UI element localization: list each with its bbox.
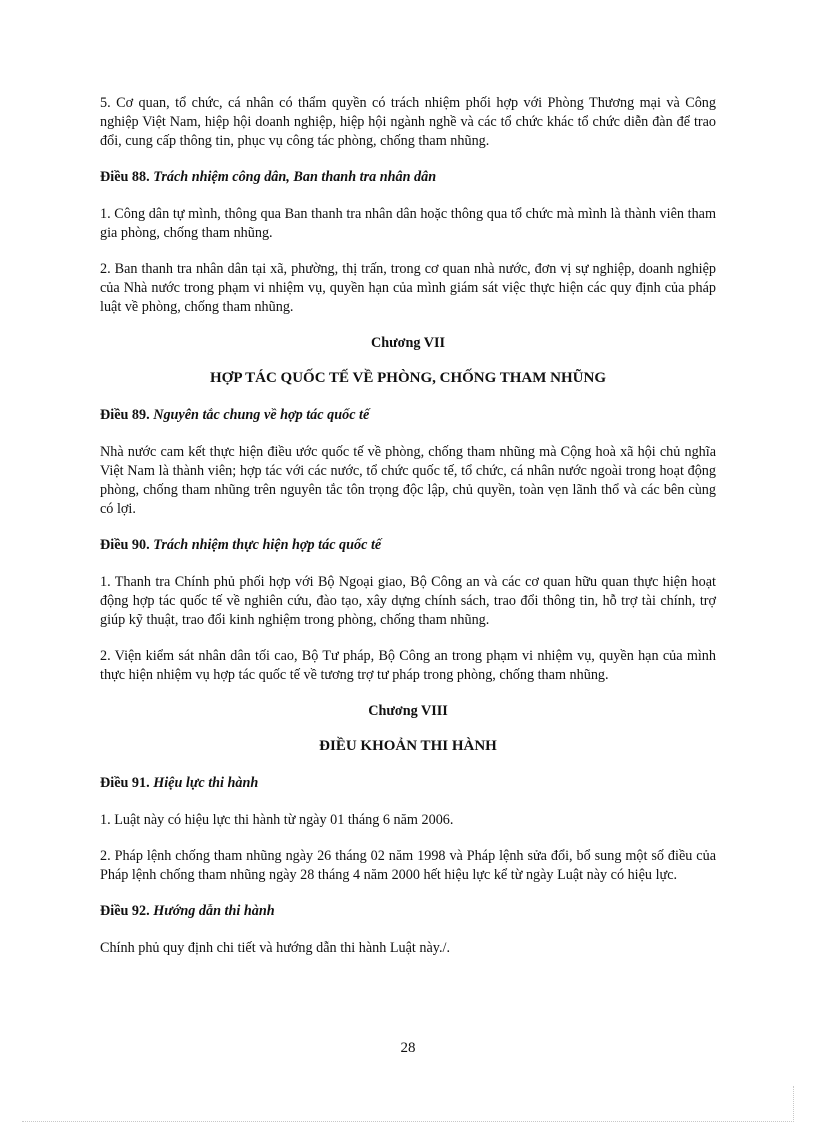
article-title: Hướng dẫn thi hành xyxy=(153,903,275,919)
paragraph-article-90-clause-2: 2. Viện kiểm sát nhân dân tối cao, Bộ Tư pháp, Bộ Công an trong phạm vi nhiệm vụ, quyền hạn của mình thực hiện nhiệm vụ hợp tác quốc tế về tương trợ tư pháp trong phòng, chống tham nhũng. xyxy=(100,648,716,683)
paragraph-article-91-clause-2: 2. Pháp lệnh chống tham nhũng ngày 26 tháng 02 năm 1998 và Pháp lệnh sửa đổi, bổ sung một số điều của Pháp lệnh chống tham nhũng ngày 28 tháng 4 năm 2000 hết hiệu lực kể từ ngày Luật này có hiệu lực. xyxy=(100,848,716,883)
article-number: Điều 89. xyxy=(100,407,150,423)
article-89-heading xyxy=(100,406,716,425)
page-bottom-border xyxy=(22,1121,794,1122)
paragraph-article-92: Chính phủ quy định chi tiết và hướng dẫn thi hành Luật này./. xyxy=(100,940,450,956)
paragraph-article-88-clause-2: 2. Ban thanh tra nhân dân tại xã, phường, thị trấn, trong cơ quan nhà nước, đơn vị sự nghiệp, doanh nghiệp của Nhà nước trong phạm vi nhiệm vụ, quyền hạn của mình giám sát việc thực hiện các quy định của pháp luật về phòng, chống tham nhũng. xyxy=(100,261,716,315)
document-body xyxy=(100,94,716,975)
page-number: 28 xyxy=(400,1040,416,1056)
article-title: Trách nhiệm thực hiện hợp tác quốc tế xyxy=(153,537,382,553)
article-number: Điều 90. xyxy=(100,537,150,553)
paragraph-article-90-clause-1: 1. Thanh tra Chính phủ phối hợp với Bộ Ngoại giao, Bộ Công an và các cơ quan hữu quan thực hiện hoạt động hợp tác quốc tế về nghiên cứu, đào tạo, xây dựng chính sách, trao đổi thông tin, hỗ trợ tài chính, trợ giúp kỹ thuật, trao đổi kinh nghiệm trong phòng, chống tham nhũng. xyxy=(100,574,716,628)
chapter-vii-title: HỢP TÁC QUỐC TẾ VỀ PHÒNG, CHỐNG THAM NHŨNG xyxy=(209,370,606,386)
paragraph-article-89: Nhà nước cam kết thực hiện điều ước quốc tế về phòng, chống tham nhũng mà Cộng hoà xã hội chủ nghĩa Việt Nam là thành viên; hợp tác với các nước, tổ chức quốc tế, tổ chức, cá nhân nước ngoài trong hoạt động phòng, chống tham nhũng trên nguyên tắc tôn trọng độc lập, chủ quyền, toàn vẹn lãnh thổ và các bên cùng có lợi. xyxy=(100,444,716,517)
article-title: Trách nhiệm công dân, Ban thanh tra nhân dân xyxy=(153,169,437,185)
chapter-vii-label: Chương VII xyxy=(370,335,446,351)
paragraph-article-88-clause-1: 1. Công dân tự mình, thông qua Ban thanh tra nhân dân hoặc thông qua tổ chức mà mình là thành viên tham gia phòng, chống tham nhũng. xyxy=(100,206,716,241)
article-88-heading xyxy=(100,168,716,187)
paragraph-clause-5: 5. Cơ quan, tổ chức, cá nhân có thẩm quyền có trách nhiệm phối hợp với Phòng Thương mại và Công nghiệp Việt Nam, hiệp hội doanh nghiệp, hiệp hội ngành nghề và các tổ chức khác tổ chức diễn đàn để trao đổi, cung cấp thông tin, phục vụ công tác phòng, chống tham nhũng. xyxy=(100,95,716,149)
chapter-viii-title: ĐIỀU KHOẢN THI HÀNH xyxy=(319,738,497,754)
article-number: Điều 91. xyxy=(100,775,150,791)
article-title: Hiệu lực thi hành xyxy=(153,775,259,791)
article-90-heading xyxy=(100,536,716,555)
page-side-border xyxy=(793,1086,794,1122)
article-title: Nguyên tắc chung về hợp tác quốc tế xyxy=(153,407,370,423)
article-91-heading xyxy=(100,774,716,793)
paragraph-article-91-clause-1: 1. Luật này có hiệu lực thi hành từ ngày 01 tháng 6 năm 2006. xyxy=(100,812,454,828)
article-number: Điều 92. xyxy=(100,903,150,919)
article-number: Điều 88. xyxy=(100,169,150,185)
chapter-viii-label: Chương VIII xyxy=(368,703,448,719)
article-92-heading xyxy=(100,902,716,921)
